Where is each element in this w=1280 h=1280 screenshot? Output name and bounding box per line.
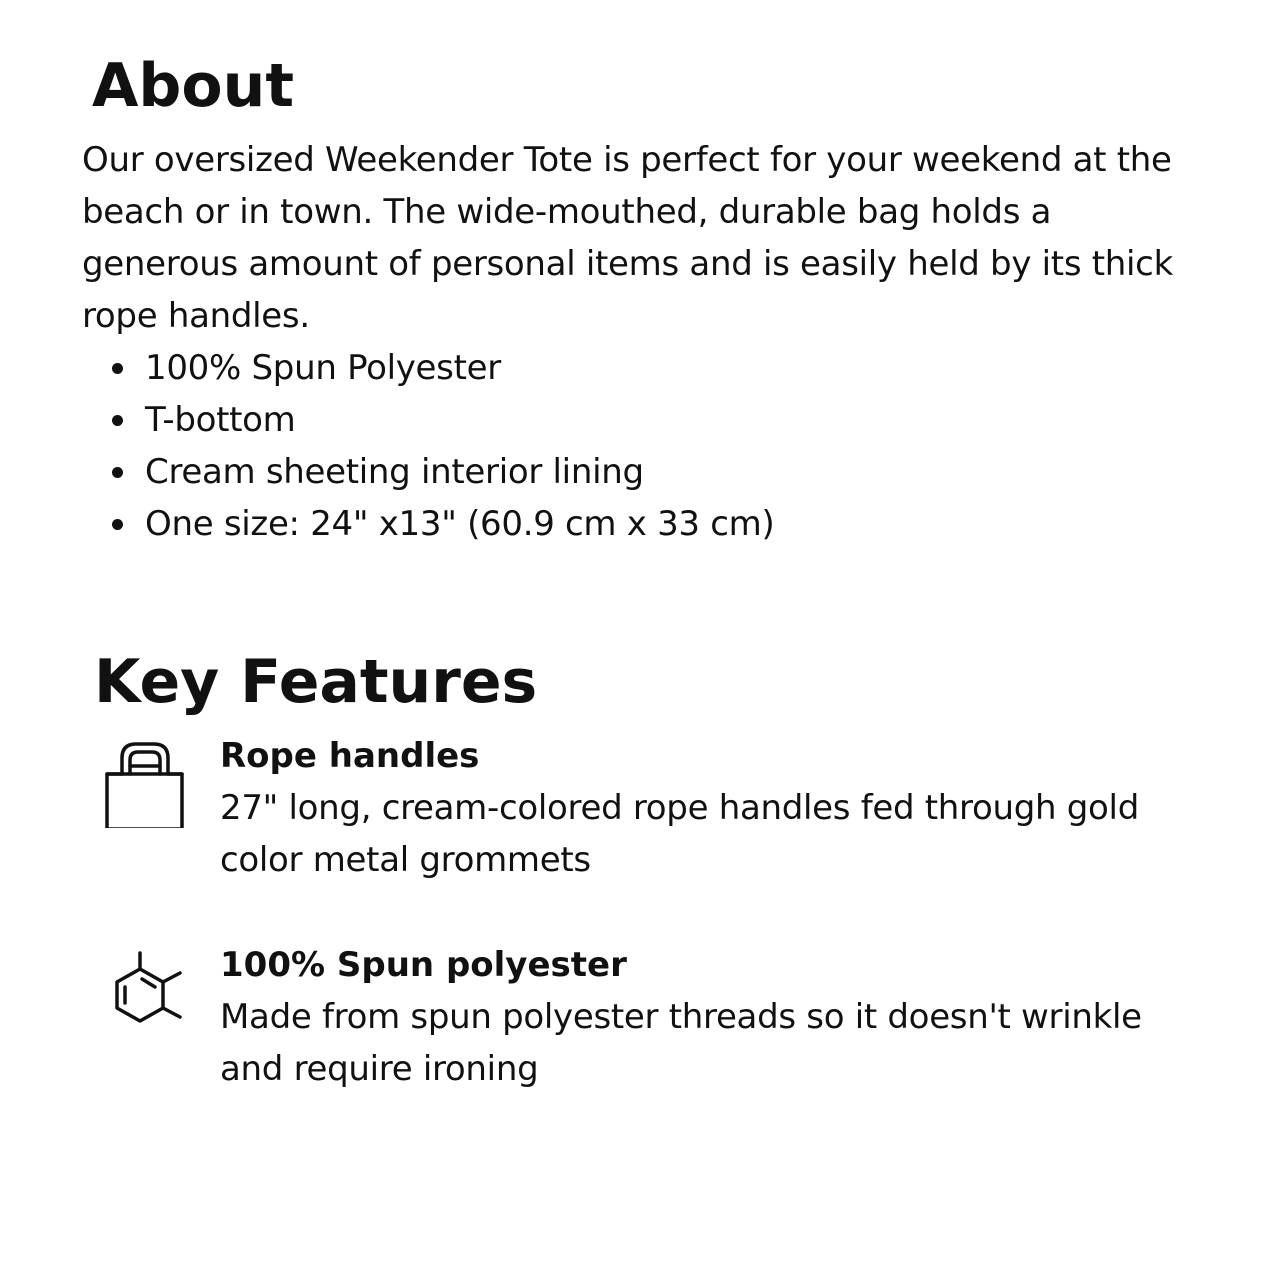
list-item <box>82 342 774 394</box>
about-paragraph: Our oversized Weekender Tote is perfect for your weekend at the beach or in town. The wide-mouthed, durable bag holds a generous amount of personal items and is easily held by its thick rope handles. <box>82 140 1173 336</box>
polyester-molecule-icon <box>100 947 190 1037</box>
feature-description: Made from spun polyester threads so it doesn't wrinkle and require ironing <box>220 997 1142 1089</box>
list-item-label: Cream sheeting interior lining <box>145 452 644 492</box>
bullet-dot-icon <box>112 363 123 374</box>
key-features-heading: Key Features <box>94 647 538 717</box>
list-item-label: One size: 24" x13" (60.9 cm x 33 cm) <box>145 504 775 544</box>
bullet-dot-icon <box>112 467 123 478</box>
about-heading: About <box>92 51 295 121</box>
feature-description: 27" long, cream-colored rope handles fed through gold color metal grommets <box>220 788 1139 880</box>
about-bullet-list <box>82 342 774 550</box>
feature-title: Rope handles <box>220 736 480 776</box>
bullet-dot-icon <box>112 519 123 530</box>
bullet-dot-icon <box>112 415 123 426</box>
list-item-label: T-bottom <box>145 400 296 440</box>
list-item-label: 100% Spun Polyester <box>145 348 501 388</box>
list-item <box>82 394 774 446</box>
list-item <box>82 446 774 498</box>
list-item <box>82 498 774 550</box>
tote-bag-icon <box>100 738 190 828</box>
feature-title: 100% Spun polyester <box>220 945 627 985</box>
